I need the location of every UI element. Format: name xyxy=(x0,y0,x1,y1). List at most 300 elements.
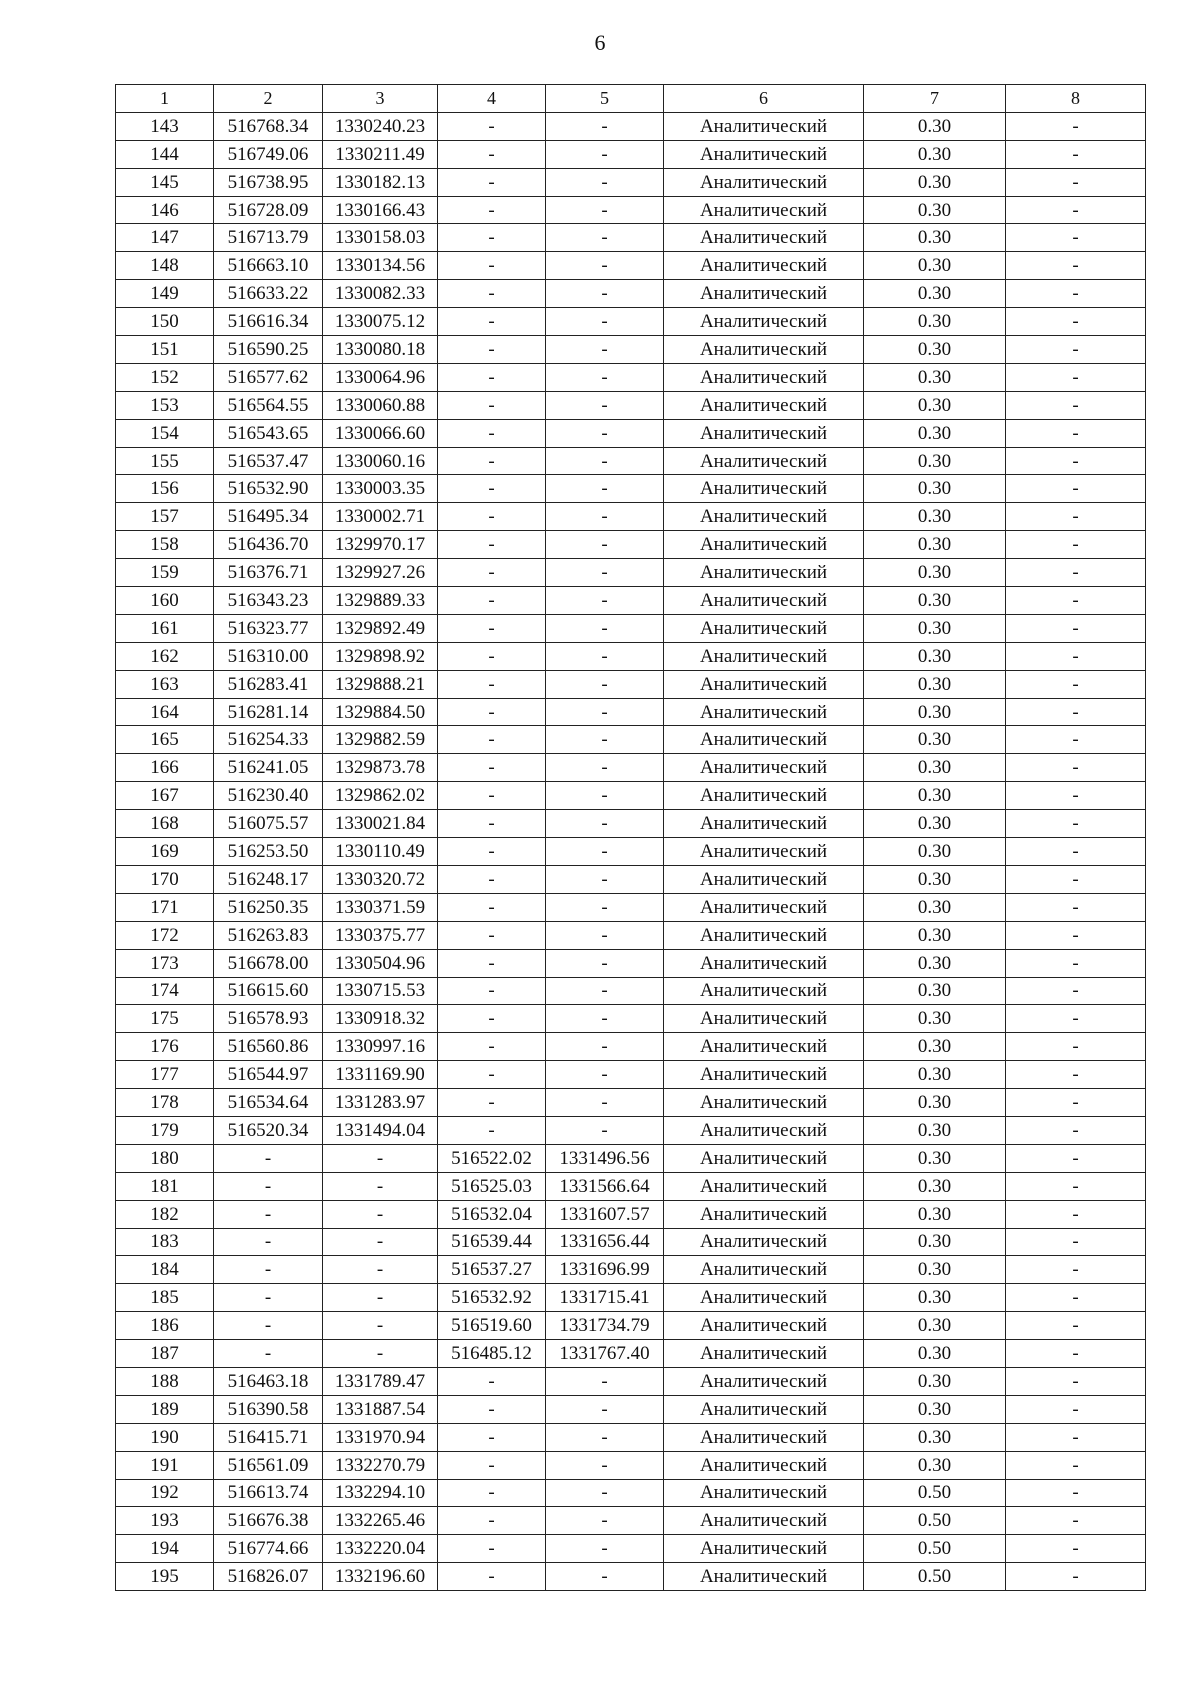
point-number-cell: 145 xyxy=(116,168,214,196)
note-cell: - xyxy=(1006,1228,1146,1256)
table-row xyxy=(116,949,1146,977)
table-row xyxy=(116,168,1146,196)
table-row xyxy=(116,977,1146,1005)
method-cell: Аналитический xyxy=(664,336,864,364)
y-coordinate-alt-cell: - xyxy=(546,475,664,503)
y-coordinate-alt-cell: - xyxy=(546,698,664,726)
point-number-cell: 152 xyxy=(116,363,214,391)
accuracy-cell: 0.30 xyxy=(864,168,1006,196)
table-row xyxy=(116,1507,1146,1535)
point-number-cell: 171 xyxy=(116,893,214,921)
point-number-cell: 160 xyxy=(116,587,214,615)
note-cell: - xyxy=(1006,1395,1146,1423)
table-row xyxy=(116,865,1146,893)
table-row xyxy=(116,1535,1146,1563)
x-coordinate-cell: 516281.14 xyxy=(214,698,323,726)
x-coordinate-cell: - xyxy=(214,1312,323,1340)
y-coordinate-alt-cell: - xyxy=(546,168,664,196)
y-coordinate-cell: 1330166.43 xyxy=(323,196,438,224)
x-coordinate-alt-cell: - xyxy=(438,252,546,280)
note-cell: - xyxy=(1006,1172,1146,1200)
accuracy-cell: 0.30 xyxy=(864,726,1006,754)
note-cell: - xyxy=(1006,1116,1146,1144)
x-coordinate-alt-cell: 516485.12 xyxy=(438,1340,546,1368)
point-number-cell: 178 xyxy=(116,1089,214,1117)
x-coordinate-alt-cell: - xyxy=(438,1367,546,1395)
point-number-cell: 191 xyxy=(116,1451,214,1479)
header-cell: 7 xyxy=(864,85,1006,113)
point-number-cell: 162 xyxy=(116,642,214,670)
note-cell: - xyxy=(1006,447,1146,475)
y-coordinate-cell: 1331970.94 xyxy=(323,1423,438,1451)
point-number-cell: 184 xyxy=(116,1256,214,1284)
x-coordinate-alt-cell: - xyxy=(438,419,546,447)
point-number-cell: 143 xyxy=(116,112,214,140)
method-cell: Аналитический xyxy=(664,1479,864,1507)
y-coordinate-cell: 1329873.78 xyxy=(323,754,438,782)
y-coordinate-alt-cell: - xyxy=(546,726,664,754)
accuracy-cell: 0.30 xyxy=(864,614,1006,642)
method-cell: Аналитический xyxy=(664,1507,864,1535)
note-cell: - xyxy=(1006,503,1146,531)
note-cell: - xyxy=(1006,531,1146,559)
y-coordinate-cell: 1330060.16 xyxy=(323,447,438,475)
note-cell: - xyxy=(1006,782,1146,810)
header-cell: 4 xyxy=(438,85,546,113)
point-number-cell: 157 xyxy=(116,503,214,531)
point-number-cell: 181 xyxy=(116,1172,214,1200)
method-cell: Аналитический xyxy=(664,587,864,615)
x-coordinate-alt-cell: - xyxy=(438,1395,546,1423)
note-cell: - xyxy=(1006,893,1146,921)
x-coordinate-cell: - xyxy=(214,1256,323,1284)
y-coordinate-cell: - xyxy=(323,1228,438,1256)
method-cell: Аналитический xyxy=(664,1563,864,1591)
y-coordinate-cell: 1329892.49 xyxy=(323,614,438,642)
x-coordinate-alt-cell: - xyxy=(438,503,546,531)
method-cell: Аналитический xyxy=(664,1340,864,1368)
y-coordinate-cell: 1332265.46 xyxy=(323,1507,438,1535)
table-row xyxy=(116,754,1146,782)
table-row xyxy=(116,1089,1146,1117)
x-coordinate-cell: - xyxy=(214,1200,323,1228)
y-coordinate-cell: 1331494.04 xyxy=(323,1116,438,1144)
x-coordinate-cell: - xyxy=(214,1340,323,1368)
y-coordinate-alt-cell: - xyxy=(546,977,664,1005)
accuracy-cell: 0.50 xyxy=(864,1535,1006,1563)
header-cell: 2 xyxy=(214,85,323,113)
y-coordinate-cell: 1329970.17 xyxy=(323,531,438,559)
table-row xyxy=(116,503,1146,531)
accuracy-cell: 0.30 xyxy=(864,949,1006,977)
point-number-cell: 186 xyxy=(116,1312,214,1340)
method-cell: Аналитический xyxy=(664,782,864,810)
accuracy-cell: 0.50 xyxy=(864,1507,1006,1535)
x-coordinate-cell: - xyxy=(214,1228,323,1256)
y-coordinate-alt-cell: - xyxy=(546,782,664,810)
point-number-cell: 182 xyxy=(116,1200,214,1228)
note-cell: - xyxy=(1006,1033,1146,1061)
y-coordinate-cell: - xyxy=(323,1312,438,1340)
accuracy-cell: 0.30 xyxy=(864,196,1006,224)
method-cell: Аналитический xyxy=(664,865,864,893)
x-coordinate-alt-cell: - xyxy=(438,196,546,224)
y-coordinate-cell: - xyxy=(323,1200,438,1228)
y-coordinate-cell: 1331283.97 xyxy=(323,1089,438,1117)
y-coordinate-cell: 1330066.60 xyxy=(323,419,438,447)
note-cell: - xyxy=(1006,1200,1146,1228)
method-cell: Аналитический xyxy=(664,614,864,642)
method-cell: Аналитический xyxy=(664,1144,864,1172)
x-coordinate-alt-cell: - xyxy=(438,1535,546,1563)
method-cell: Аналитический xyxy=(664,1535,864,1563)
y-coordinate-alt-cell: - xyxy=(546,1563,664,1591)
method-cell: Аналитический xyxy=(664,1312,864,1340)
method-cell: Аналитический xyxy=(664,977,864,1005)
accuracy-cell: 0.30 xyxy=(864,1451,1006,1479)
table-row xyxy=(116,1340,1146,1368)
y-coordinate-cell: 1330021.84 xyxy=(323,810,438,838)
y-coordinate-cell: - xyxy=(323,1144,438,1172)
point-number-cell: 148 xyxy=(116,252,214,280)
y-coordinate-alt-cell: - xyxy=(546,838,664,866)
x-coordinate-cell: 516415.71 xyxy=(214,1423,323,1451)
note-cell: - xyxy=(1006,865,1146,893)
y-coordinate-alt-cell: 1331696.99 xyxy=(546,1256,664,1284)
table-row xyxy=(116,447,1146,475)
y-coordinate-alt-cell: - xyxy=(546,865,664,893)
y-coordinate-cell: - xyxy=(323,1284,438,1312)
note-cell: - xyxy=(1006,698,1146,726)
x-coordinate-cell: 516263.83 xyxy=(214,921,323,949)
x-coordinate-alt-cell: - xyxy=(438,168,546,196)
accuracy-cell: 0.30 xyxy=(864,754,1006,782)
accuracy-cell: 0.30 xyxy=(864,475,1006,503)
header-row xyxy=(116,85,1146,113)
note-cell: - xyxy=(1006,587,1146,615)
table-row xyxy=(116,726,1146,754)
method-cell: Аналитический xyxy=(664,196,864,224)
point-number-cell: 154 xyxy=(116,419,214,447)
header-cell: 6 xyxy=(664,85,864,113)
point-number-cell: 175 xyxy=(116,1005,214,1033)
method-cell: Аналитический xyxy=(664,726,864,754)
method-cell: Аналитический xyxy=(664,419,864,447)
table-row xyxy=(116,1033,1146,1061)
method-cell: Аналитический xyxy=(664,838,864,866)
note-cell: - xyxy=(1006,475,1146,503)
y-coordinate-alt-cell: - xyxy=(546,1367,664,1395)
point-number-cell: 190 xyxy=(116,1423,214,1451)
point-number-cell: 161 xyxy=(116,614,214,642)
y-coordinate-alt-cell: - xyxy=(546,391,664,419)
coordinates-table xyxy=(115,84,1146,1591)
point-number-cell: 144 xyxy=(116,140,214,168)
accuracy-cell: 0.30 xyxy=(864,642,1006,670)
method-cell: Аналитический xyxy=(664,1061,864,1089)
table-row xyxy=(116,1367,1146,1395)
y-coordinate-cell: 1330080.18 xyxy=(323,336,438,364)
x-coordinate-cell: 516713.79 xyxy=(214,224,323,252)
point-number-cell: 189 xyxy=(116,1395,214,1423)
point-number-cell: 195 xyxy=(116,1563,214,1591)
accuracy-cell: 0.30 xyxy=(864,782,1006,810)
x-coordinate-alt-cell: - xyxy=(438,642,546,670)
x-coordinate-alt-cell: - xyxy=(438,614,546,642)
point-number-cell: 146 xyxy=(116,196,214,224)
x-coordinate-cell: 516253.50 xyxy=(214,838,323,866)
table-row xyxy=(116,642,1146,670)
accuracy-cell: 0.30 xyxy=(864,503,1006,531)
y-coordinate-cell: 1329882.59 xyxy=(323,726,438,754)
y-coordinate-alt-cell: - xyxy=(546,531,664,559)
point-number-cell: 170 xyxy=(116,865,214,893)
y-coordinate-alt-cell: - xyxy=(546,1089,664,1117)
note-cell: - xyxy=(1006,670,1146,698)
table-row xyxy=(116,196,1146,224)
note-cell: - xyxy=(1006,726,1146,754)
method-cell: Аналитический xyxy=(664,447,864,475)
y-coordinate-cell: 1332220.04 xyxy=(323,1535,438,1563)
x-coordinate-cell: 516248.17 xyxy=(214,865,323,893)
x-coordinate-alt-cell: - xyxy=(438,447,546,475)
x-coordinate-cell: 516577.62 xyxy=(214,363,323,391)
table-row xyxy=(116,1005,1146,1033)
point-number-cell: 158 xyxy=(116,531,214,559)
method-cell: Аналитический xyxy=(664,1423,864,1451)
y-coordinate-alt-cell: - xyxy=(546,921,664,949)
accuracy-cell: 0.30 xyxy=(864,1061,1006,1089)
x-coordinate-cell: 516436.70 xyxy=(214,531,323,559)
x-coordinate-cell: 516678.00 xyxy=(214,949,323,977)
table-row xyxy=(116,587,1146,615)
method-cell: Аналитический xyxy=(664,531,864,559)
y-coordinate-cell: 1330003.35 xyxy=(323,475,438,503)
header-cell: 3 xyxy=(323,85,438,113)
accuracy-cell: 0.50 xyxy=(864,1479,1006,1507)
accuracy-cell: 0.30 xyxy=(864,921,1006,949)
x-coordinate-cell: 516616.34 xyxy=(214,308,323,336)
x-coordinate-cell: 516250.35 xyxy=(214,893,323,921)
y-coordinate-alt-cell: - xyxy=(546,140,664,168)
y-coordinate-cell: 1332270.79 xyxy=(323,1451,438,1479)
accuracy-cell: 0.30 xyxy=(864,1256,1006,1284)
accuracy-cell: 0.30 xyxy=(864,1089,1006,1117)
x-coordinate-alt-cell: - xyxy=(438,977,546,1005)
x-coordinate-alt-cell: - xyxy=(438,112,546,140)
accuracy-cell: 0.30 xyxy=(864,865,1006,893)
x-coordinate-cell: 516590.25 xyxy=(214,336,323,364)
table-row xyxy=(116,1061,1146,1089)
table-row xyxy=(116,1479,1146,1507)
x-coordinate-cell: 516728.09 xyxy=(214,196,323,224)
x-coordinate-cell: 516676.38 xyxy=(214,1507,323,1535)
x-coordinate-cell: 516463.18 xyxy=(214,1367,323,1395)
x-coordinate-alt-cell: - xyxy=(438,949,546,977)
accuracy-cell: 0.30 xyxy=(864,1172,1006,1200)
x-coordinate-alt-cell: - xyxy=(438,754,546,782)
note-cell: - xyxy=(1006,1423,1146,1451)
accuracy-cell: 0.30 xyxy=(864,140,1006,168)
method-cell: Аналитический xyxy=(664,1395,864,1423)
y-coordinate-cell: 1330064.96 xyxy=(323,363,438,391)
accuracy-cell: 0.30 xyxy=(864,1116,1006,1144)
accuracy-cell: 0.30 xyxy=(864,1200,1006,1228)
y-coordinate-alt-cell: - xyxy=(546,363,664,391)
header-cell: 1 xyxy=(116,85,214,113)
y-coordinate-cell: 1331169.90 xyxy=(323,1061,438,1089)
x-coordinate-cell: 516495.34 xyxy=(214,503,323,531)
note-cell: - xyxy=(1006,754,1146,782)
y-coordinate-cell: 1329898.92 xyxy=(323,642,438,670)
x-coordinate-alt-cell: 516539.44 xyxy=(438,1228,546,1256)
method-cell: Аналитический xyxy=(664,363,864,391)
x-coordinate-cell: - xyxy=(214,1284,323,1312)
note-cell: - xyxy=(1006,140,1146,168)
method-cell: Аналитический xyxy=(664,1284,864,1312)
x-coordinate-alt-cell: - xyxy=(438,838,546,866)
table-row xyxy=(116,336,1146,364)
header-cell: 8 xyxy=(1006,85,1146,113)
accuracy-cell: 0.30 xyxy=(864,419,1006,447)
note-cell: - xyxy=(1006,1089,1146,1117)
y-coordinate-alt-cell: - xyxy=(546,614,664,642)
note-cell: - xyxy=(1006,1563,1146,1591)
accuracy-cell: 0.50 xyxy=(864,1563,1006,1591)
x-coordinate-alt-cell: 516537.27 xyxy=(438,1256,546,1284)
point-number-cell: 174 xyxy=(116,977,214,1005)
x-coordinate-alt-cell: - xyxy=(438,531,546,559)
table-row xyxy=(116,1116,1146,1144)
table-row xyxy=(116,224,1146,252)
y-coordinate-alt-cell: - xyxy=(546,1005,664,1033)
x-coordinate-alt-cell: 516522.02 xyxy=(438,1144,546,1172)
table-row xyxy=(116,475,1146,503)
y-coordinate-cell: 1332196.60 xyxy=(323,1563,438,1591)
method-cell: Аналитический xyxy=(664,1005,864,1033)
x-coordinate-alt-cell: - xyxy=(438,782,546,810)
y-coordinate-alt-cell: 1331715.41 xyxy=(546,1284,664,1312)
accuracy-cell: 0.30 xyxy=(864,810,1006,838)
accuracy-cell: 0.30 xyxy=(864,1144,1006,1172)
x-coordinate-alt-cell: - xyxy=(438,865,546,893)
x-coordinate-alt-cell: 516525.03 xyxy=(438,1172,546,1200)
y-coordinate-alt-cell: - xyxy=(546,196,664,224)
table-row xyxy=(116,810,1146,838)
note-cell: - xyxy=(1006,363,1146,391)
y-coordinate-cell: 1330320.72 xyxy=(323,865,438,893)
x-coordinate-alt-cell: - xyxy=(438,1005,546,1033)
accuracy-cell: 0.30 xyxy=(864,280,1006,308)
y-coordinate-cell: 1332294.10 xyxy=(323,1479,438,1507)
y-coordinate-cell: 1330182.13 xyxy=(323,168,438,196)
x-coordinate-cell: 516615.60 xyxy=(214,977,323,1005)
y-coordinate-cell: 1330134.56 xyxy=(323,252,438,280)
x-coordinate-cell: 516254.33 xyxy=(214,726,323,754)
x-coordinate-alt-cell: - xyxy=(438,140,546,168)
y-coordinate-cell: 1329888.21 xyxy=(323,670,438,698)
x-coordinate-alt-cell: - xyxy=(438,1451,546,1479)
note-cell: - xyxy=(1006,1144,1146,1172)
point-number-cell: 147 xyxy=(116,224,214,252)
method-cell: Аналитический xyxy=(664,949,864,977)
x-coordinate-cell: 516738.95 xyxy=(214,168,323,196)
table-row xyxy=(116,1284,1146,1312)
x-coordinate-cell: 516544.97 xyxy=(214,1061,323,1089)
y-coordinate-alt-cell: 1331607.57 xyxy=(546,1200,664,1228)
y-coordinate-cell: 1330082.33 xyxy=(323,280,438,308)
method-cell: Аналитический xyxy=(664,1172,864,1200)
y-coordinate-cell: 1330375.77 xyxy=(323,921,438,949)
x-coordinate-alt-cell: 516532.04 xyxy=(438,1200,546,1228)
note-cell: - xyxy=(1006,224,1146,252)
table-row xyxy=(116,112,1146,140)
y-coordinate-cell: - xyxy=(323,1256,438,1284)
x-coordinate-cell: 516532.90 xyxy=(214,475,323,503)
table-row xyxy=(116,670,1146,698)
accuracy-cell: 0.30 xyxy=(864,838,1006,866)
x-coordinate-alt-cell: - xyxy=(438,670,546,698)
accuracy-cell: 0.30 xyxy=(864,559,1006,587)
accuracy-cell: 0.30 xyxy=(864,1423,1006,1451)
y-coordinate-cell: 1331887.54 xyxy=(323,1395,438,1423)
x-coordinate-alt-cell: - xyxy=(438,224,546,252)
point-number-cell: 153 xyxy=(116,391,214,419)
y-coordinate-alt-cell: - xyxy=(546,1395,664,1423)
method-cell: Аналитический xyxy=(664,1089,864,1117)
table-row xyxy=(116,1228,1146,1256)
accuracy-cell: 0.30 xyxy=(864,252,1006,280)
table-row xyxy=(116,1395,1146,1423)
table-row xyxy=(116,1172,1146,1200)
x-coordinate-cell: 516826.07 xyxy=(214,1563,323,1591)
point-number-cell: 180 xyxy=(116,1144,214,1172)
y-coordinate-cell: 1330240.23 xyxy=(323,112,438,140)
note-cell: - xyxy=(1006,921,1146,949)
point-number-cell: 150 xyxy=(116,308,214,336)
point-number-cell: 149 xyxy=(116,280,214,308)
note-cell: - xyxy=(1006,1005,1146,1033)
note-cell: - xyxy=(1006,1340,1146,1368)
note-cell: - xyxy=(1006,419,1146,447)
table-row xyxy=(116,782,1146,810)
accuracy-cell: 0.30 xyxy=(864,1228,1006,1256)
accuracy-cell: 0.30 xyxy=(864,531,1006,559)
x-coordinate-alt-cell: - xyxy=(438,921,546,949)
x-coordinate-alt-cell: - xyxy=(438,893,546,921)
accuracy-cell: 0.30 xyxy=(864,447,1006,475)
method-cell: Аналитический xyxy=(664,503,864,531)
note-cell: - xyxy=(1006,252,1146,280)
x-coordinate-cell: - xyxy=(214,1172,323,1200)
y-coordinate-alt-cell: 1331656.44 xyxy=(546,1228,664,1256)
y-coordinate-alt-cell: - xyxy=(546,893,664,921)
point-number-cell: 163 xyxy=(116,670,214,698)
point-number-cell: 183 xyxy=(116,1228,214,1256)
note-cell: - xyxy=(1006,949,1146,977)
accuracy-cell: 0.30 xyxy=(864,1395,1006,1423)
table-row xyxy=(116,1144,1146,1172)
table-row xyxy=(116,419,1146,447)
y-coordinate-alt-cell: - xyxy=(546,810,664,838)
table-row xyxy=(116,140,1146,168)
x-coordinate-cell: 516560.86 xyxy=(214,1033,323,1061)
note-cell: - xyxy=(1006,1256,1146,1284)
y-coordinate-alt-cell: - xyxy=(546,252,664,280)
point-number-cell: 172 xyxy=(116,921,214,949)
x-coordinate-alt-cell: 516519.60 xyxy=(438,1312,546,1340)
header-cell: 5 xyxy=(546,85,664,113)
